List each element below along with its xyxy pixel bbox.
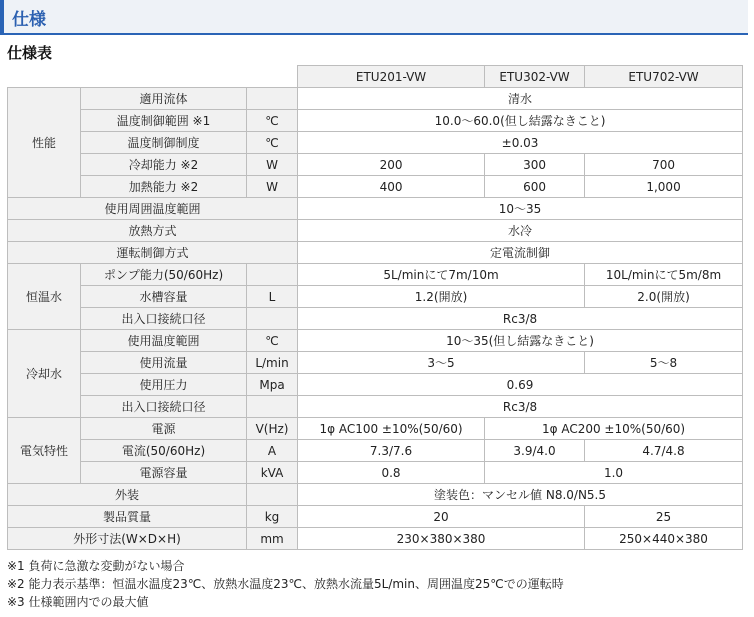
table-row xyxy=(8,396,743,418)
table-row xyxy=(8,198,743,220)
cell-value: 5～8 xyxy=(585,352,743,374)
cell-value: 250×440×380 xyxy=(585,528,743,550)
cell-value: ±0.03 xyxy=(298,132,743,154)
cell-value: 230×380×380 xyxy=(298,528,585,550)
row-label: 製品質量 xyxy=(8,506,247,528)
row-label: 使用圧力 xyxy=(81,374,247,396)
cell-value: 定電流制御 xyxy=(298,242,743,264)
cell-value: 1.0 xyxy=(485,462,743,484)
cell-value: 2.0(開放) xyxy=(585,286,743,308)
row-unit: W xyxy=(247,176,298,198)
section-title: 仕様 xyxy=(12,10,46,30)
cell-value: Rc3/8 xyxy=(298,396,743,418)
row-unit: kVA xyxy=(247,462,298,484)
cell-value: 10～35 xyxy=(298,198,743,220)
group-label-cooling-water: 冷却水 xyxy=(8,330,81,418)
section-header xyxy=(0,0,748,33)
row-label: 温度制御範囲 ※1 xyxy=(81,110,247,132)
row-unit: ℃ xyxy=(247,330,298,352)
row-label: 使用周囲温度範囲 xyxy=(8,198,298,220)
cell-value: 200 xyxy=(298,154,485,176)
row-label: 出入口接続口径 xyxy=(81,308,247,330)
footnote: ※1 負荷に急激な変動がない場合 xyxy=(7,559,185,573)
table-row xyxy=(8,374,743,396)
row-unit xyxy=(247,264,298,286)
table-title: 仕様表 xyxy=(7,44,53,62)
cell-value: Rc3/8 xyxy=(298,308,743,330)
row-unit xyxy=(247,88,298,110)
cell-value: 25 xyxy=(585,506,743,528)
table-row xyxy=(8,308,743,330)
cell-value: 10L/minにて5m/8m xyxy=(585,264,743,286)
row-unit: ℃ xyxy=(247,132,298,154)
row-unit xyxy=(247,396,298,418)
model-header: ETU302-VW xyxy=(485,66,585,88)
cell-value: 1,000 xyxy=(585,176,743,198)
cell-value: 水冷 xyxy=(298,220,743,242)
cell-value: 10～35(但し結露なきこと) xyxy=(298,330,743,352)
cell-value: 1φ AC100 ±10%(50/60) xyxy=(298,418,485,440)
cell-value: 塗装色：マンセル値 N8.0/N5.5 xyxy=(298,484,743,506)
row-label: 使用温度範囲 xyxy=(81,330,247,352)
cell-value: 1.2(開放) xyxy=(298,286,585,308)
row-unit: mm xyxy=(247,528,298,550)
row-label: 加熱能力 ※2 xyxy=(81,176,247,198)
cell-value: 3～5 xyxy=(298,352,585,374)
table-row xyxy=(8,330,743,352)
cell-value: 1φ AC200 ±10%(50/60) xyxy=(485,418,743,440)
cell-value: 7.3/7.6 xyxy=(298,440,485,462)
row-unit: A xyxy=(247,440,298,462)
cell-value: 0.69 xyxy=(298,374,743,396)
row-unit: Mpa xyxy=(247,374,298,396)
table-row xyxy=(8,88,743,110)
group-label-circulating-water: 恒温水 xyxy=(8,264,81,330)
footnotes xyxy=(7,557,564,611)
table-row xyxy=(8,154,743,176)
model-header: ETU201-VW xyxy=(298,66,485,88)
cell-value: 20 xyxy=(298,506,585,528)
table-row xyxy=(8,176,743,198)
cell-value: 清水 xyxy=(298,88,743,110)
row-label: 適用流体 xyxy=(81,88,247,110)
row-label: ポンプ能力(50/60Hz) xyxy=(81,264,247,286)
table-row xyxy=(8,264,743,286)
footnote: ※3 仕様範囲内での最大値 xyxy=(7,595,149,609)
row-label: 出入口接続口径 xyxy=(81,396,247,418)
header-blank-cell xyxy=(8,66,298,88)
table-header-row xyxy=(8,66,743,88)
row-unit: kg xyxy=(247,506,298,528)
table-row xyxy=(8,242,743,264)
row-unit: W xyxy=(247,154,298,176)
row-label: 外装 xyxy=(8,484,247,506)
cell-value: 3.9/4.0 xyxy=(485,440,585,462)
cell-value: 300 xyxy=(485,154,585,176)
cell-value: 4.7/4.8 xyxy=(585,440,743,462)
table-row xyxy=(8,462,743,484)
table-row xyxy=(8,418,743,440)
row-unit: ℃ xyxy=(247,110,298,132)
model-header: ETU702-VW xyxy=(585,66,743,88)
cell-value: 700 xyxy=(585,154,743,176)
row-unit: L/min xyxy=(247,352,298,374)
table-row xyxy=(8,220,743,242)
spec-table xyxy=(7,65,743,550)
section-divider xyxy=(0,33,748,35)
table-row xyxy=(8,286,743,308)
row-label: 電源 xyxy=(81,418,247,440)
footnote: ※2 能力表示基準：恒温水温度23℃、放熱水温度23℃、放熱水流量5L/min、周囲温度25℃での運転時 xyxy=(7,577,564,591)
row-label: 使用流量 xyxy=(81,352,247,374)
row-unit: L xyxy=(247,286,298,308)
row-label: 温度制御制度 xyxy=(81,132,247,154)
table-row xyxy=(8,484,743,506)
row-label: 放熱方式 xyxy=(8,220,298,242)
row-label: 運転制御方式 xyxy=(8,242,298,264)
cell-value: 400 xyxy=(298,176,485,198)
row-label: 冷却能力 ※2 xyxy=(81,154,247,176)
table-row xyxy=(8,352,743,374)
group-label-electrical: 電気特性 xyxy=(8,418,81,484)
row-unit xyxy=(247,484,298,506)
row-unit: V(Hz) xyxy=(247,418,298,440)
row-label: 外形寸法(W×D×H) xyxy=(8,528,247,550)
cell-value: 5L/minにて7m/10m xyxy=(298,264,585,286)
table-row xyxy=(8,440,743,462)
row-label: 電流(50/60Hz) xyxy=(81,440,247,462)
row-label: 水槽容量 xyxy=(81,286,247,308)
cell-value: 0.8 xyxy=(298,462,485,484)
table-row xyxy=(8,132,743,154)
table-row xyxy=(8,506,743,528)
table-row xyxy=(8,110,743,132)
group-label-performance: 性能 xyxy=(8,88,81,198)
row-label: 電源容量 xyxy=(81,462,247,484)
table-row xyxy=(8,528,743,550)
cell-value: 10.0～60.0(但し結露なきこと) xyxy=(298,110,743,132)
cell-value: 600 xyxy=(485,176,585,198)
row-unit xyxy=(247,308,298,330)
